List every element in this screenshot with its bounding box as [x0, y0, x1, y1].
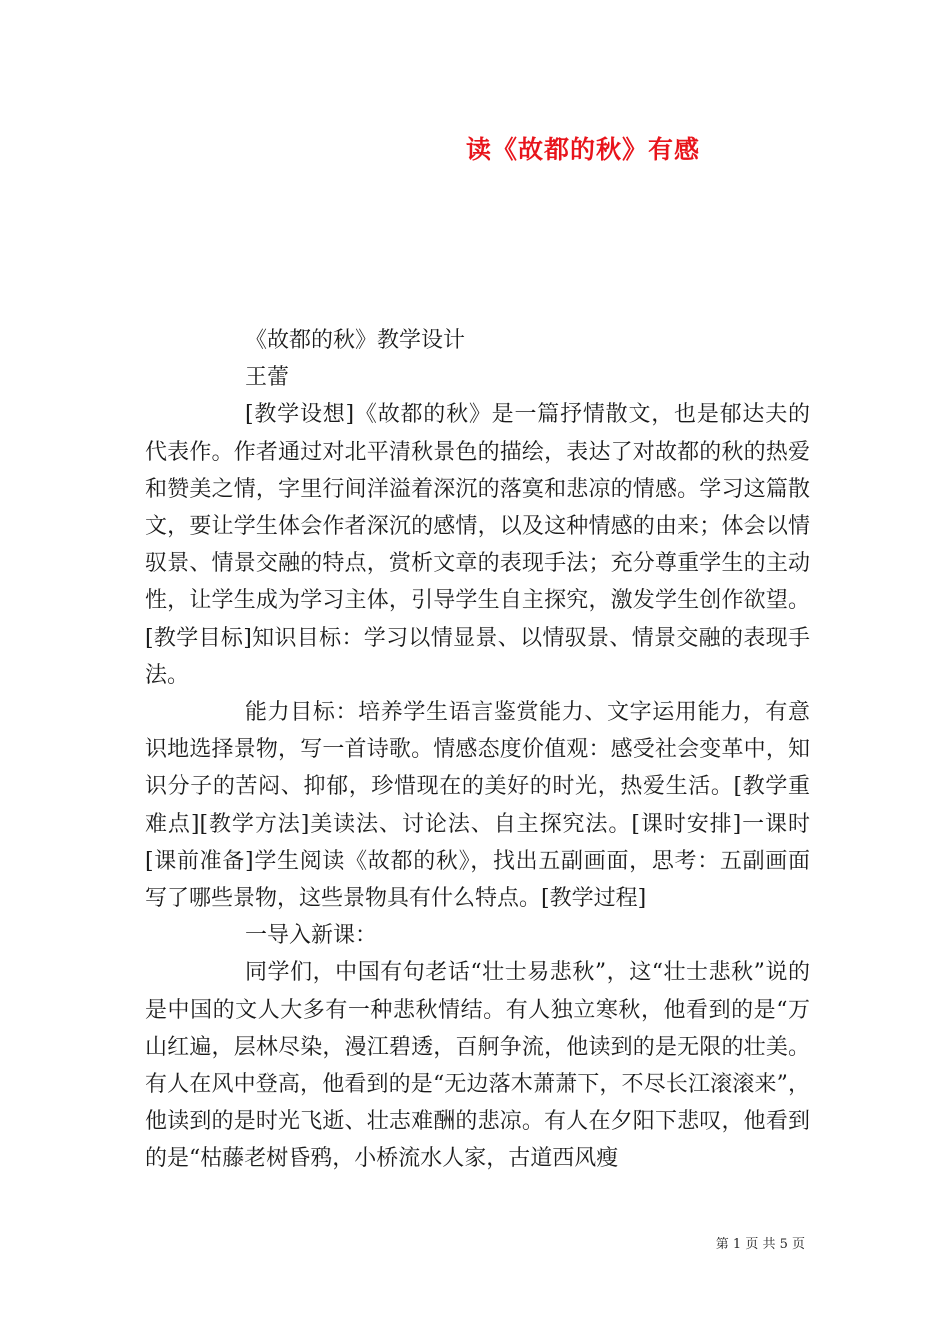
paragraph-teaching-idea: [教学设想]《故都的秋》是一篇抒情散文，也是郁达夫的代表作。作者通过对北平清秋景色的描绘，表达了对故都的秋的热爱和赞美之情，字里行间洋溢着深沉的落寞和悲凉的情感。学习这篇散文，要让学生体会作者深沉的感情，以及这种情感的由来；体会以情驭景、情景交融的特点，赏析文章的表现手法；充分尊重学生的主动性，让学生成为学习主体，引导学生自主探究，激发学生创作欲望。[教学目标]知识目标：学习以情显景、以情驭景、情景交融的表现手法。: [145, 402, 810, 688]
page-number: 第 1 页 共 5 页: [715, 1237, 805, 1252]
paragraph-ability-goal: 能力目标：培养学生语言鉴赏能力、文字运用能力，有意识地选择景物，写一首诗歌。情感态度价值观：感受社会变革中，知识分子的苦闷、抑郁，珍惜现在的美好的时光，热爱生活。[教学重难点][教学方法]美读法、讨论法、自主探究法。[课时安排]一课时[课前准备]学生阅读《故都的秋》，找出五副画面，思考：五副画面写了哪些景物，这些景物具有什么特点。[教学过程]: [145, 700, 810, 912]
paragraph-subtitle: 《故都的秋》教学设计: [245, 328, 466, 353]
paragraph-intro-text: 同学们，中国有句老话“壮士易悲秋”，这“壮士悲秋”说的是中国的文人大多有一种悲秋情结。有人独立寒秋，他看到的是“万山红遍，层林尽染，漫江碧透，百舸争流，他读到的是无限的壮美。有人在风中登高，他看到的是“无边落木萧萧下，不尽长江滚滚来”，他读到的是时光飞逝、壮志难酬的悲凉。有人在夕阳下悲叹，他看到的是“枯藤老树昏鸦，小桥流水人家，古道西风瘦: [145, 960, 810, 1172]
document-title: 读《故都的秋》有感: [465, 135, 700, 164]
paragraph-intro-heading: 一导入新课：: [245, 923, 378, 949]
paragraph-author: 王蕾: [245, 365, 290, 391]
document-body: [145, 322, 810, 1178]
